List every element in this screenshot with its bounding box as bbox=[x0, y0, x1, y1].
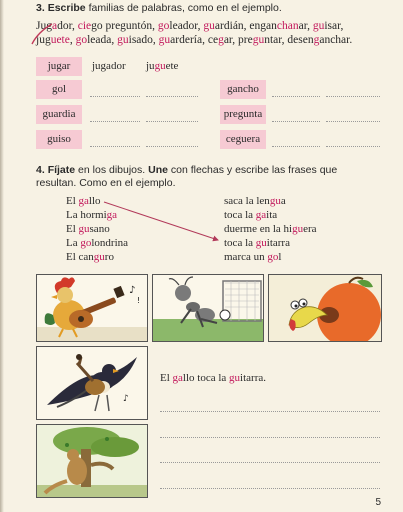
answer-line-1[interactable] bbox=[160, 411, 380, 412]
predicate-gol[interactable]: marca un gol bbox=[224, 251, 282, 263]
blank-guardia-1[interactable] bbox=[90, 120, 140, 122]
blank-guiso-2[interactable] bbox=[146, 145, 198, 147]
predicate-higuera[interactable]: duerme en la higuera bbox=[224, 223, 317, 235]
exercise-3-title: 3. Escribe familias de palabras, como en el ejemplo. bbox=[36, 2, 282, 14]
predicate-lengua[interactable]: saca la lengua bbox=[224, 195, 286, 207]
example-juguete: juguete bbox=[146, 60, 179, 72]
blank-ceguera-2[interactable] bbox=[326, 145, 380, 147]
subject-hormiga[interactable]: La hormiga bbox=[66, 209, 118, 221]
blank-gol-2[interactable] bbox=[146, 95, 198, 97]
subject-canguro[interactable]: El canguro bbox=[66, 251, 114, 263]
svg-text:♪: ♪ bbox=[129, 285, 136, 296]
page-number: 5 bbox=[375, 497, 381, 508]
picture-kangaroo-tree bbox=[36, 424, 148, 498]
blank-guiso-1[interactable] bbox=[90, 145, 140, 147]
answer-line-4[interactable] bbox=[160, 488, 380, 489]
blank-gancho-2[interactable] bbox=[326, 95, 380, 97]
answer-line-2[interactable] bbox=[160, 437, 380, 438]
cell-jugar: jugar bbox=[36, 57, 82, 76]
svg-text:♪: ♪ bbox=[123, 394, 129, 404]
blank-pregunta-1[interactable] bbox=[272, 120, 320, 122]
kangaroo-illustration bbox=[37, 425, 147, 497]
subject-gusano[interactable]: El gusano bbox=[66, 223, 110, 235]
ant-illustration bbox=[153, 275, 263, 341]
cell-pregunta: pregunta bbox=[220, 105, 266, 124]
rooster-illustration bbox=[37, 275, 147, 341]
cell-gancho: gancho bbox=[220, 80, 266, 99]
worm-illustration bbox=[269, 275, 381, 341]
answer-line-3[interactable] bbox=[160, 462, 380, 463]
blank-pregunta-2[interactable] bbox=[326, 120, 380, 122]
blank-gol-1[interactable] bbox=[90, 95, 140, 97]
cell-gol: gol bbox=[36, 80, 82, 99]
exercise-4-title: 4. Fíjate en los dibujos. Une con flechas y escribe las frases que resultan. Como en el ejemplo. bbox=[36, 164, 338, 189]
blank-guardia-2[interactable] bbox=[146, 120, 198, 122]
picture-ant-soccer bbox=[152, 274, 264, 342]
blank-ceguera-1[interactable] bbox=[272, 145, 320, 147]
cell-guiso: guiso bbox=[36, 130, 82, 149]
picture-rooster-guitar bbox=[36, 274, 148, 342]
word-list-line-1: Jugador, ciego preguntón, goleador, guardián, enganchanar, guisar, bbox=[36, 20, 344, 32]
svg-text:!: ! bbox=[137, 296, 141, 305]
blank-gancho-1[interactable] bbox=[272, 95, 320, 97]
page-edge bbox=[0, 0, 4, 512]
subject-golondrina[interactable]: La golondrina bbox=[66, 237, 129, 249]
predicate-gaita[interactable]: toca la gaita bbox=[224, 209, 278, 221]
word-list-line-2: juguete, goleada, guisado, guardería, cegar, preguntar, desenganchar. bbox=[36, 34, 353, 46]
example-arrow bbox=[100, 198, 230, 248]
subject-gallo[interactable]: El gallo bbox=[66, 195, 101, 207]
cell-ceguera: ceguera bbox=[220, 130, 266, 149]
cell-guardia: guardia bbox=[36, 105, 82, 124]
example-jugador: jugador bbox=[92, 60, 126, 72]
picture-swallow-bagpipe bbox=[36, 346, 148, 420]
predicate-guitarra[interactable]: toca la guitarra bbox=[224, 237, 290, 249]
swallow-illustration bbox=[37, 347, 147, 419]
example-answer: El gallo toca la guitarra. bbox=[160, 372, 266, 384]
picture-worm-apple bbox=[268, 274, 382, 342]
pencil-mark bbox=[28, 20, 58, 48]
